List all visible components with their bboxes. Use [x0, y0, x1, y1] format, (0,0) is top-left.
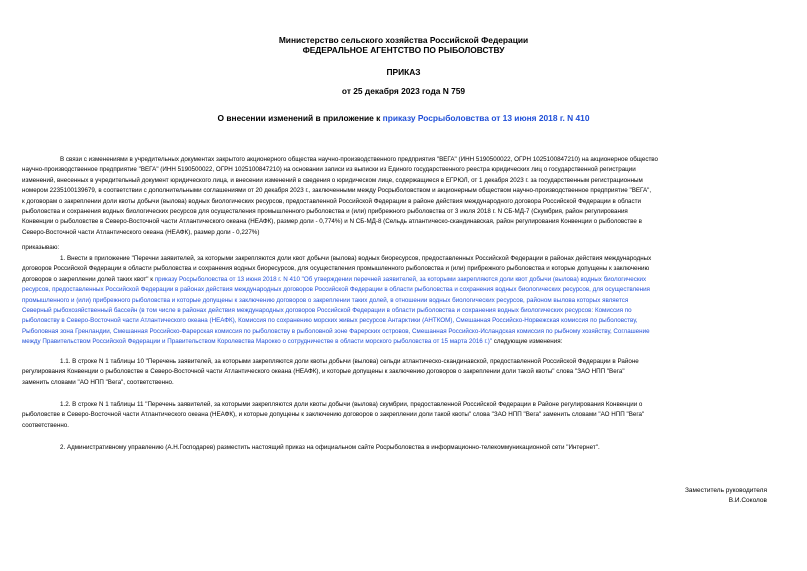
- title-link[interactable]: приказу Росрыболовства от 13 июня 2018 г. N 410: [382, 113, 590, 123]
- preamble-line: научно-производственное предприятие "ВЕГА" (ИНН 5190500022, ОГРН 1025100847210) на основании записи из выписки из Единого государственного реестра юридических лиц о государственной регистрации: [22, 166, 636, 174]
- item-1-2-line: 1.2. В строке N 1 таблицы 11 "Перечень заявителей, за которыми закрепляются доли квоты добычи (вылова) скумбрии, предоставленной Российской Федерации в Районе регулирования Конвенции о: [60, 401, 643, 408]
- item-1-line-prefix: договоров о закреплении долей таких квот" к: [22, 275, 155, 283]
- agency-heading: ФЕДЕРАЛЬНОЕ АГЕНТСТВО ПО РЫБОЛОВСТВУ: [302, 45, 505, 55]
- preamble-line: Конвенции о рыболовстве в Северо-Восточной части Атлантического океана (НЕАФК), размер доли - 0,774%) и N СБ-МД-8 (Сельдь атлантическо-скандинавская, район регулирования Конвенции о рыболовстве в: [22, 218, 642, 226]
- item-1-line: [22, 337, 807, 347]
- item-1-paragraph: [22, 254, 807, 348]
- item-1-1-line: заменить словами "АО НПП "Вега", соответственно.: [22, 378, 174, 386]
- preamble-line: изменений, внесенных в учредительный документ юридического лица, и внесении изменений в сведения о юридическом лице, содержащиеся в ЕГРЮЛ, от 1 декабря 2023 г. за государственным регистрационным: [22, 176, 643, 184]
- item-1-line: [22, 275, 807, 285]
- order-410-link-line[interactable]: между Правительством Российской Федерации и Правительством Королевства Марокко о сотрудничестве в области морского рыболовства от 15 марта 2016 г.)": [22, 338, 493, 346]
- item-1-1-line: регулирования Конвенции о рыболовстве в Северо-Восточной части Атлантического океана (НЕАФК), и которые допущены к заключению договоров о закреплении доли такой квоты" слова "ЗАО НПП "Вега": [22, 368, 625, 376]
- order-410-link-line[interactable]: ресурсов, предоставленных Российской Федерации в районах действия международных договоров Российской Федерации в области рыболовства и сохранения водных биологических ресурсов, для осуществления: [22, 286, 650, 294]
- doc-type-heading: ПРИКАЗ: [386, 67, 421, 77]
- preamble-line: Северо-Восточной части Атлантического океана (НЕАФК), размер доли - 0,227%): [22, 228, 260, 236]
- document-title: [0, 113, 807, 123]
- item-1-1-paragraph: [22, 357, 807, 388]
- item-1-2-line: соответственно.: [22, 421, 70, 429]
- order-410-link-line[interactable]: Рыболовная зона Гренландии, Смешанная Российско-Фарерская комиссия по рыболовству в рыболовной зоне Фарерских островов, Смешанная Российско-Исландская комиссия по рыбному хозяйству, Соглашение: [22, 327, 650, 335]
- preamble-paragraph: [22, 155, 807, 238]
- item-1-2-line: рыболовстве в Северо-Восточной части Атлантического океана (НЕАФК), и которые допущены к заключению договоров о закреплении доли такой квоты" слова "ЗАО НПП "Вега" заменить словами "АО НПП "Вега": [22, 411, 645, 419]
- order-410-link-line[interactable]: рыболовству в Северо-Восточной части Атлантического океана (НЕАФК), Комиссия по сохранению морских живых ресурсов Антарктики (АНТКОМ), Смешанная Российско-Норвежская комиссия по рыболовству,: [22, 317, 638, 325]
- item-1-2-paragraph: [22, 400, 807, 431]
- order-410-link[interactable]: приказу Росрыболовства от 13 июня 2018 г. N 410 "Об утверждении перечней заявителей, за которыми закрепляются доли квот добычи (вылова) водных биологических: [154, 275, 647, 283]
- ministry-heading: Министерство сельского хозяйства Российской Федерации: [278, 35, 529, 45]
- item-1-line: 1. Внести в приложение "Перечни заявителей, за которыми закрепляются доли квот добычи (вылова) водных биоресурсов, предоставленных Российской Федерации в районах действия международных: [60, 255, 652, 262]
- preamble-line: В связи с изменениями в учредительных документах закрытого акционерного общества научно-производственного предприятия "ВЕГА" (ИНН 5190500022, ОГРН 1025100847210) на акционерное общество: [60, 156, 659, 163]
- preamble-line: рыболовства и сохранения водных биологических ресурсов для осуществления промышленного рыболовства и (или) прибрежного рыболовства от 3 июля 2018 г. N СБ-МД-7 (Скумбрия, район регулирования: [22, 207, 628, 215]
- preamble-line: номером 2235100139679, в соответствии с дополнительными соглашениями от 20 декабря 2023 г., заключенными между Росрыболовством и акционерным обществом научно-производственное предприятие "ВЕГА",: [22, 187, 652, 195]
- item-1-suffix: следующие изменения:: [492, 338, 563, 346]
- order-word: приказываю:: [22, 244, 60, 251]
- signature-name: В.И.Соколов: [728, 497, 767, 504]
- order-410-link-line[interactable]: Северный рыбохозяйственный бассейн (в том числе в районах действия международных договоров Российской Федерации в области рыболовства и сохранения водных биологических ресурсов: Комиссия по: [22, 306, 632, 314]
- item-1-1-line: 1.1. В строке N 1 таблицы 10 "Перечень заявителей, за которыми закрепляются доли квоты добычи (вылова) сельди атлантическо-скандинавской, предоставленной Российской Федерации в Районе: [60, 358, 639, 365]
- preamble-line: к договорам о закреплении доли квоты добычи (вылова) водных биологических ресурсов, предоставленной Российской Федерации в районе действия международного договора Российской Федерации в области: [22, 197, 641, 205]
- item-2-line: 2. Административному управлению (А.Н.Господарев) разместить настоящий приказ на официальном сайте Росрыболовства в информационно-телекоммуникационной сети "Интернет".: [60, 444, 600, 451]
- order-410-link-line[interactable]: промышленного и (или) прибрежного рыболовства и которые допущены к заключению договоров о закреплении таких долей, в отношении водных биологических ресурсов, районом вылова которых является: [22, 296, 629, 304]
- item-1-line: договоров Российской Федерации в области рыболовства и сохранения водных биоресурсов, для осуществления промышленного рыболовства и (или) прибрежного рыболовства и которые допущены к заключению: [22, 265, 650, 273]
- signature-position: Заместитель руководителя: [685, 487, 767, 494]
- date-number-heading: от 25 декабря 2023 года N 759: [341, 86, 466, 96]
- title-prefix: О внесении изменений в приложение к: [217, 113, 383, 123]
- item-2-paragraph: [22, 443, 807, 453]
